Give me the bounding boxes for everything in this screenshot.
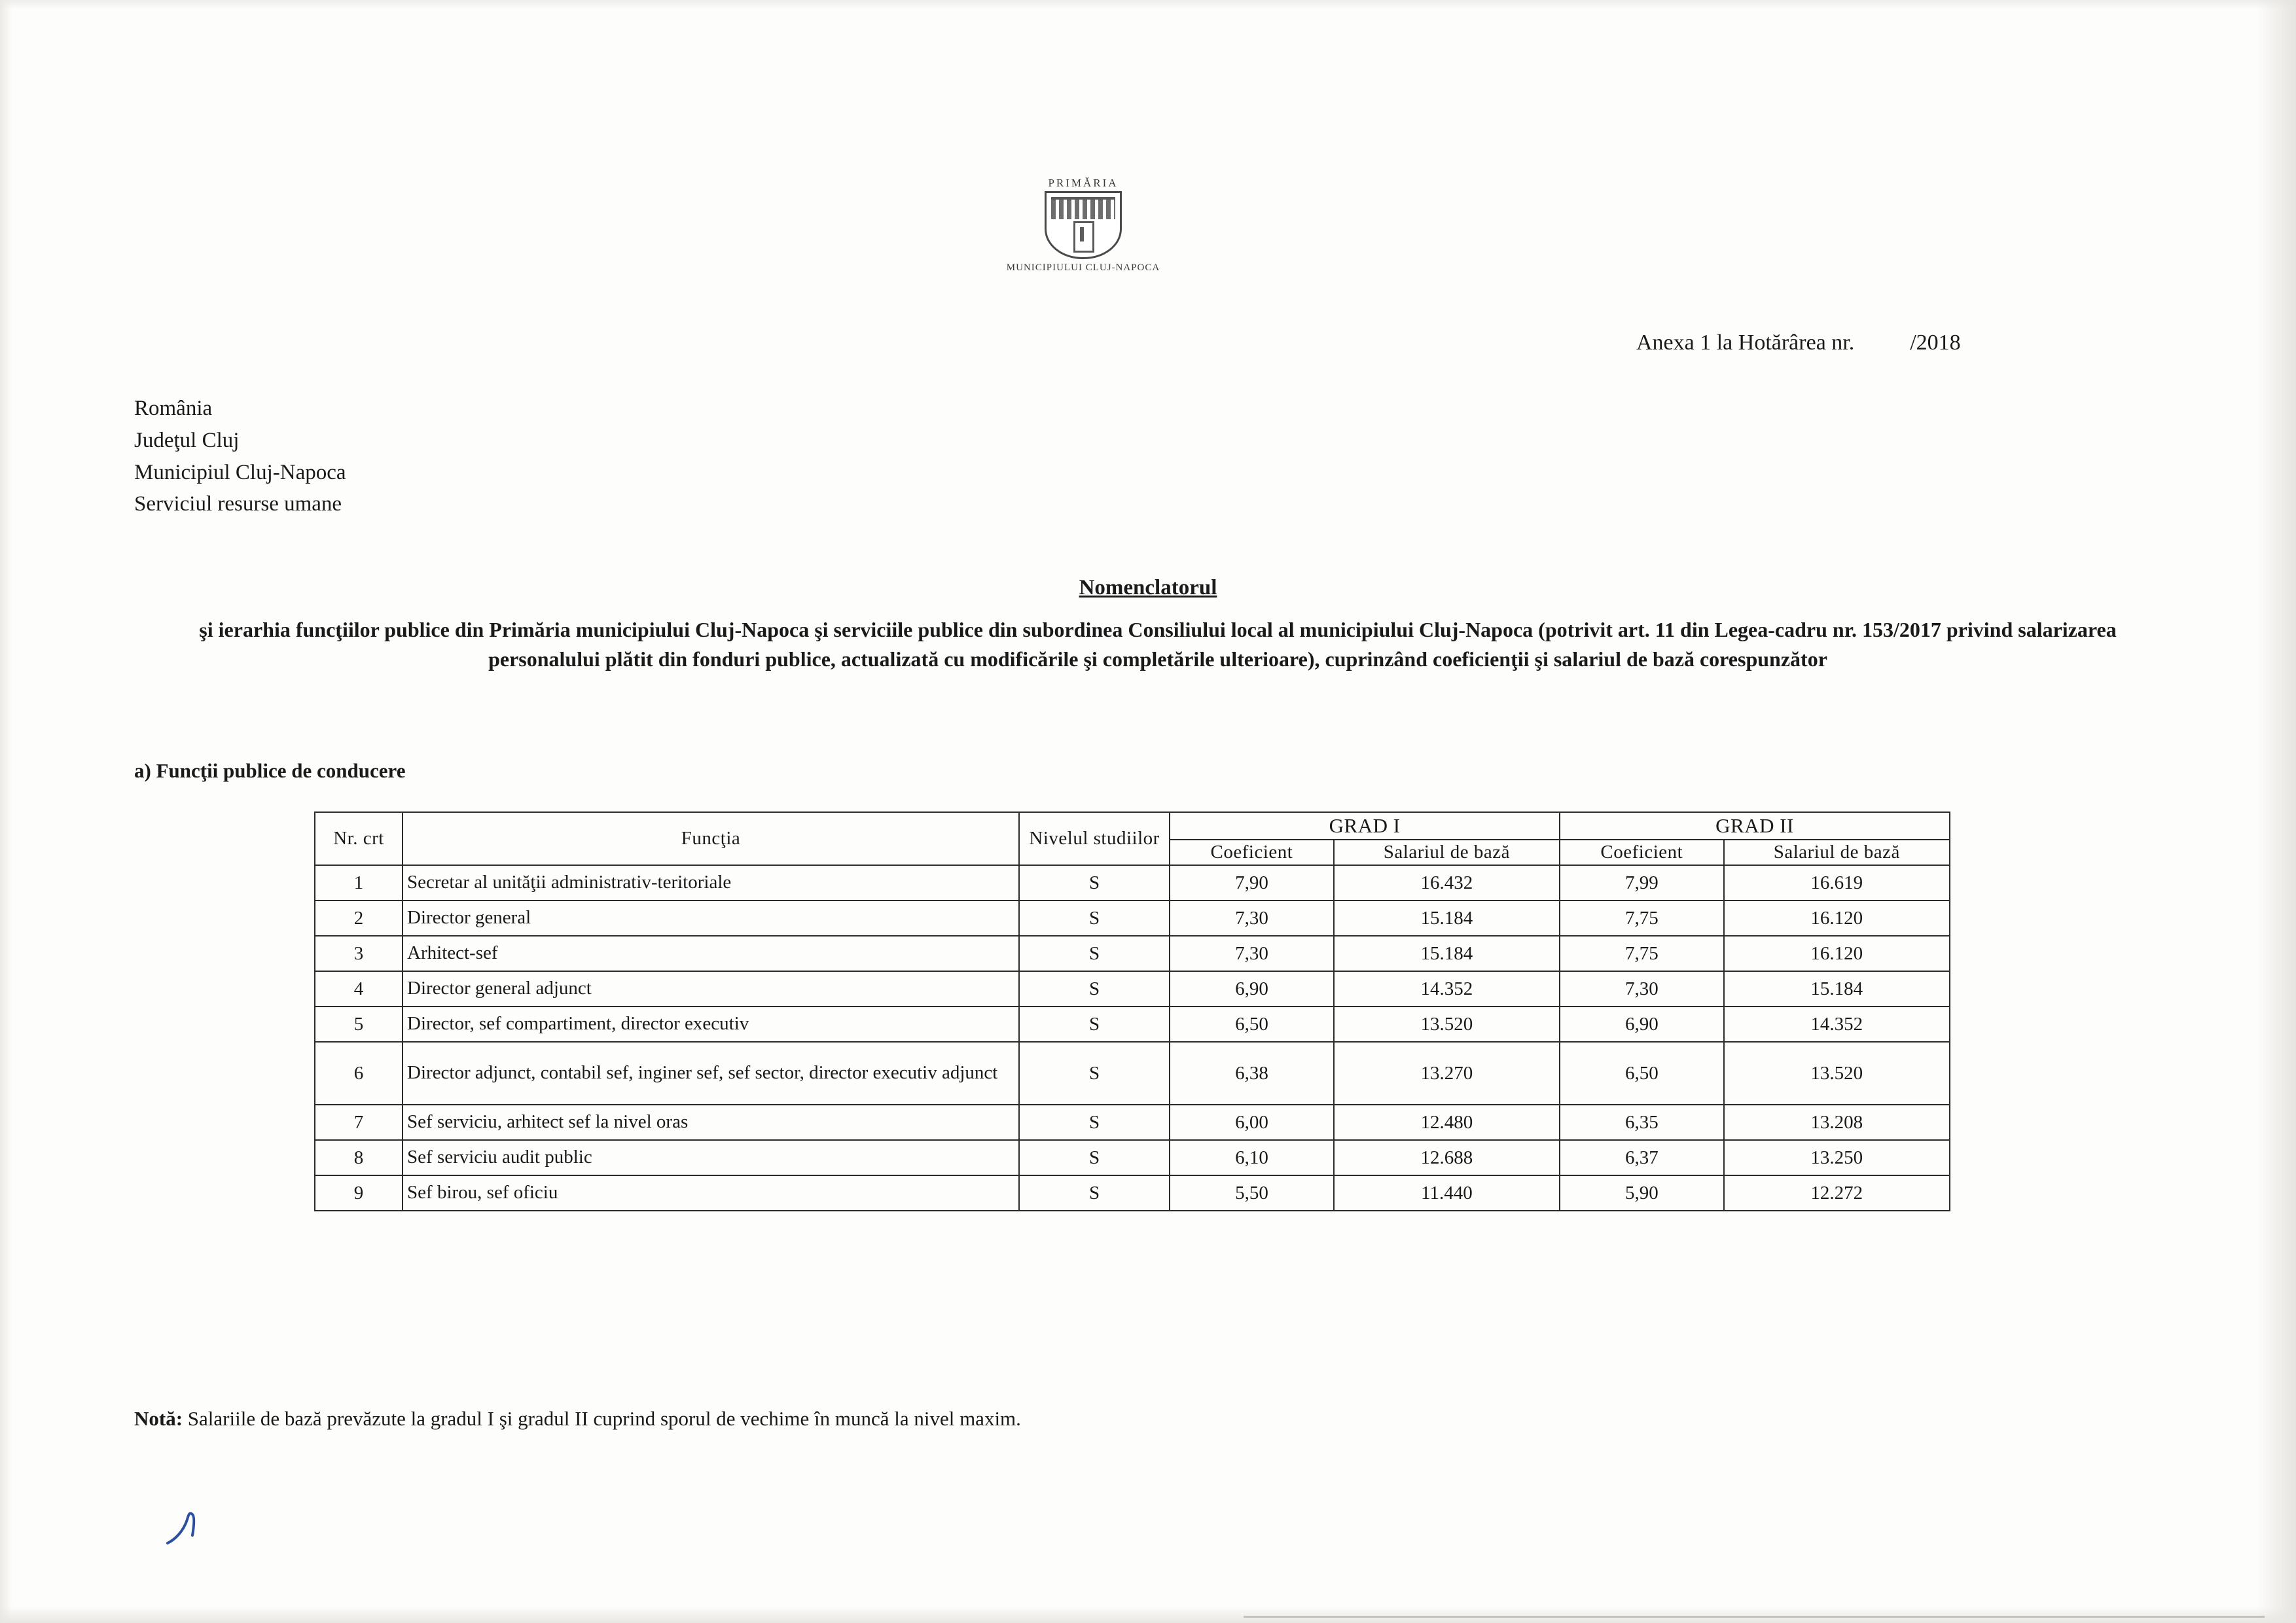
cell-nr: 9 [315, 1175, 403, 1211]
cell-coeficient-2: 6,50 [1560, 1042, 1724, 1105]
scan-edge-left [0, 0, 12, 1623]
cell-salariu-2: 14.352 [1724, 1007, 1950, 1042]
scan-edge-right [2257, 0, 2296, 1623]
table-row [315, 901, 1950, 936]
address-line-county: Judeţul Cluj [134, 428, 240, 452]
cell-salariu-2: 16.619 [1724, 865, 1950, 901]
cell-nr: 5 [315, 1007, 403, 1042]
cell-salariu-2: 13.520 [1724, 1042, 1950, 1105]
cell-coeficient-2: 7,75 [1560, 936, 1724, 971]
cell-salariu-2: 15.184 [1724, 971, 1950, 1007]
footnote [134, 1407, 1021, 1431]
cell-coeficient-1: 6,10 [1170, 1140, 1334, 1175]
col-header-grad-1: GRAD I [1170, 812, 1560, 840]
cell-coeficient-1: 5,50 [1170, 1175, 1334, 1211]
cell-salariu-1: 15.184 [1334, 901, 1560, 936]
col-header-salariu-2: Salariul de bază [1724, 840, 1950, 865]
cell-coeficient-2: 7,99 [1560, 865, 1724, 901]
footnote-label: Notă: [134, 1407, 183, 1430]
issuer-address-block [134, 393, 346, 520]
cell-nr: 8 [315, 1140, 403, 1175]
cell-salariu-2: 12.272 [1724, 1175, 1950, 1211]
cell-coeficient-1: 6,38 [1170, 1042, 1334, 1105]
cell-salariu-2: 13.250 [1724, 1140, 1950, 1175]
cell-studii: S [1019, 1175, 1170, 1211]
table-row [315, 1007, 1950, 1042]
cell-nr: 7 [315, 1105, 403, 1140]
cell-nr: 6 [315, 1042, 403, 1105]
cell-salariu-1: 13.520 [1334, 1007, 1560, 1042]
cell-coeficient-1: 7,30 [1170, 901, 1334, 936]
table-body [315, 865, 1950, 1211]
cell-coeficient-1: 7,90 [1170, 865, 1334, 901]
positions-table-container [314, 812, 1950, 1211]
cell-functia: Secretar al unităţii administrativ-teritoriale [403, 865, 1019, 901]
page-title: Nomenclatorul [1079, 576, 1217, 599]
cell-functia: Arhitect-sef [403, 936, 1019, 971]
city-crest [1001, 177, 1165, 274]
signature-mark [164, 1505, 242, 1551]
cell-coeficient-2: 6,35 [1560, 1105, 1724, 1140]
positions-table [314, 812, 1950, 1211]
cell-nr: 1 [315, 865, 403, 901]
crest-bottom-label: MUNICIPIULUI CLUJ-NAPOCA [1006, 262, 1160, 273]
cell-studii: S [1019, 971, 1170, 1007]
cell-salariu-1: 12.688 [1334, 1140, 1560, 1175]
cell-functia: Director adjunct, contabil sef, inginer sef, sef sector, director executiv adjunct [403, 1042, 1019, 1105]
cell-coeficient-2: 5,90 [1560, 1175, 1724, 1211]
table-row [315, 865, 1950, 901]
cell-salariu-1: 13.270 [1334, 1042, 1560, 1105]
page-subtitle: şi ierarhia funcţiilor publice din Primăria municipiului Cluj-Napoca şi serviciile publice din subordinea Consiliului local al municipiului Cluj-Napoca (potrivit art. 11 din Legea-cadru nr. 153/2017 privind salarizarea personalului plătit din fonduri publice, actualizată cu modificările şi completările ulterioare), cuprinzând coeficienţii şi salariul de bază corespunzător [199, 618, 2117, 671]
scan-edge-bottom [0, 1606, 2296, 1623]
cell-studii: S [1019, 1105, 1170, 1140]
cell-functia: Sef birou, sef oficiu [403, 1175, 1019, 1211]
col-header-functia: Funcţia [403, 812, 1019, 865]
cell-studii: S [1019, 1042, 1170, 1105]
scan-artifact-line [1244, 1616, 2265, 1618]
cell-salariu-2: 13.208 [1724, 1105, 1950, 1140]
cell-salariu-2: 16.120 [1724, 901, 1950, 936]
cell-salariu-1: 12.480 [1334, 1105, 1560, 1140]
scan-edge-top [0, 0, 2296, 9]
col-header-coeficient-2: Coeficient [1560, 840, 1724, 865]
cell-studii: S [1019, 936, 1170, 971]
address-line-country: România [134, 397, 213, 420]
crest-top-label: PRIMĂRIA [1048, 177, 1119, 189]
shield-icon [1045, 191, 1122, 259]
cell-functia: Sef serviciu, arhitect sef la nivel oras [403, 1105, 1019, 1140]
col-header-grad-2: GRAD II [1560, 812, 1950, 840]
cell-coeficient-2: 7,75 [1560, 901, 1724, 936]
cell-coeficient-1: 6,00 [1170, 1105, 1334, 1140]
cell-studii: S [1019, 901, 1170, 936]
cell-functia: Director general [403, 901, 1019, 936]
cell-coeficient-1: 6,50 [1170, 1007, 1334, 1042]
cell-studii: S [1019, 1140, 1170, 1175]
col-header-nivel-studii: Nivelul studiilor [1019, 812, 1170, 865]
cell-coeficient-2: 7,30 [1560, 971, 1724, 1007]
col-header-coeficient-1: Coeficient [1170, 840, 1334, 865]
cell-studii: S [1019, 865, 1170, 901]
cell-functia: Director general adjunct [403, 971, 1019, 1007]
cell-salariu-1: 16.432 [1334, 865, 1560, 901]
cell-salariu-1: 14.352 [1334, 971, 1560, 1007]
cell-salariu-1: 11.440 [1334, 1175, 1560, 1211]
cell-salariu-2: 16.120 [1724, 936, 1950, 971]
cell-salariu-1: 15.184 [1334, 936, 1560, 971]
table-row [315, 971, 1950, 1007]
cell-nr: 4 [315, 971, 403, 1007]
cell-coeficient-2: 6,90 [1560, 1007, 1724, 1042]
table-header [315, 812, 1950, 865]
address-line-department: Serviciul resurse umane [134, 492, 342, 516]
cell-nr: 3 [315, 936, 403, 971]
table-row [315, 1175, 1950, 1211]
cell-coeficient-1: 7,30 [1170, 936, 1334, 971]
address-line-municipality: Municipiul Cluj-Napoca [134, 460, 346, 484]
cell-functia: Director, sef compartiment, director executiv [403, 1007, 1019, 1042]
table-row [315, 936, 1950, 971]
cell-functia: Sef serviciu audit public [403, 1140, 1019, 1175]
col-header-nr: Nr. crt [315, 812, 403, 865]
cell-coeficient-2: 6,37 [1560, 1140, 1724, 1175]
table-row [315, 1140, 1950, 1175]
cell-nr: 2 [315, 901, 403, 936]
section-heading: a) Funcţii publice de conducere [134, 759, 406, 782]
table-row [315, 1105, 1950, 1140]
footnote-text: Salariile de bază prevăzute la gradul I şi gradul II cuprind sporul de vechime în muncă la nivel maxim. [183, 1407, 1021, 1430]
annex-reference: Anexa 1 la Hotărârea nr. /2018 [1636, 330, 1961, 355]
cell-studii: S [1019, 1007, 1170, 1042]
cell-coeficient-1: 6,90 [1170, 971, 1334, 1007]
col-header-salariu-1: Salariul de bază [1334, 840, 1560, 865]
table-row [315, 1042, 1950, 1105]
